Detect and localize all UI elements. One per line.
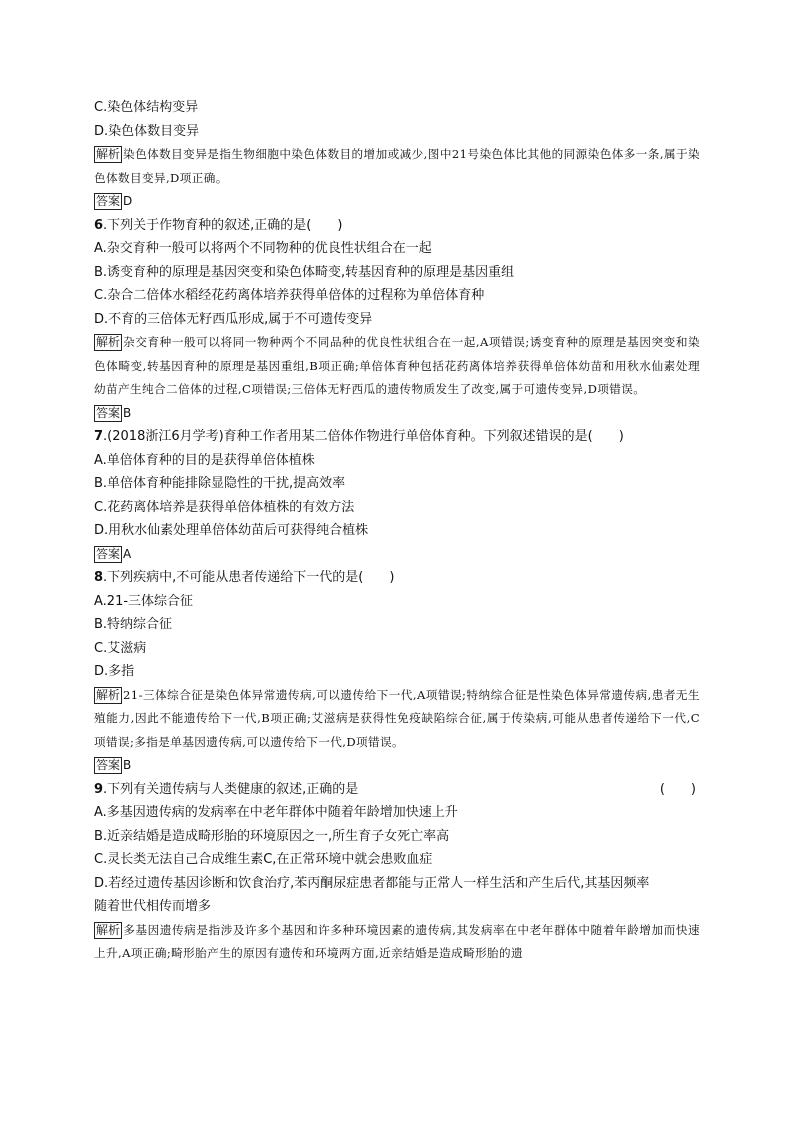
q6-stem (94, 214, 700, 238)
q6-option-b: B.诱变育种的原理是基因突变和染色体畸变,转基因育种的原理是基因重组 (94, 264, 515, 280)
q7-option-d: D.用秋水仙素处理单倍体幼苗后可获得纯合植株 (94, 523, 369, 538)
worksheet-page (94, 96, 700, 966)
q7-option-c: C.花药离体培养是获得单倍体植株的有效方法 (94, 499, 355, 515)
answer-tag: 答案 (96, 194, 121, 208)
q9-option-c: C.灵长类无法自己合成维生素C,在正常环境中就会患败血症 (94, 852, 433, 867)
q6-analysis (94, 331, 700, 402)
q7-stem-text: .(2018浙江6月学考)育种工作者用某二倍体作物进行单倍体育种。下列叙述错误的是( ) (103, 429, 624, 444)
q7-answer (94, 543, 700, 567)
q6-number: 6 (94, 217, 104, 233)
q5-analysis (94, 143, 700, 190)
q5-option-c: C.染色体结构变异 (94, 100, 199, 115)
q7-option-a: A.单倍体育种的目的是获得单倍体植株 (94, 452, 315, 468)
q9-option-d-line1: D.若经过遗传基因诊断和饮食治疗,苯丙酮尿症患者都能与正常人一样生活和产生后代,其基因频率 (94, 875, 650, 891)
q8-answer (94, 754, 700, 778)
answer-tag: 答案 (96, 405, 121, 420)
analysis-tag: 解析 (96, 335, 121, 349)
q8-number: 8 (94, 570, 104, 585)
q9-stem (94, 778, 700, 802)
q9-option-a: A.多基因遗传病的发病率在中老年群体中随着年龄增加快速上升 (94, 805, 458, 820)
q8-answer-value: B (123, 758, 132, 772)
q5-option-d: D.染色体数目变异 (94, 123, 200, 139)
q7-answer-value: A (123, 546, 132, 561)
q6-answer (94, 402, 700, 426)
q5-answer-value: D (123, 194, 133, 208)
q6-option-d: D.不育的三倍体无籽西瓜形成,属于不可遗传变异 (94, 311, 373, 327)
q9-number: 9 (94, 781, 104, 797)
q8-analysis-text: 21-三体综合征是染色体异常遗传病,可以遗传给下一代,A项错误;特纳综合征是性染色体异常遗传病,患者无生殖能力,因此不能遗传给下一代,B项正确;艾滋病是获得性免疫缺陷综合征,属于传染病,可能从患者传递给下一代,C项错误;多指是单基因遗传病,可以遗传给下一代,D项错误。 (94, 687, 700, 749)
answer-tag: 答案 (96, 546, 121, 561)
q9-option-d-line2: 随着世代相传而增多 (94, 899, 212, 914)
q6-stem-text: .下列关于作物育种的叙述,正确的是( ) (103, 217, 343, 233)
q8-option-c: C.艾滋病 (94, 640, 147, 656)
q9-analysis-text: 多基因遗传病是指涉及许多个基因和许多种环境因素的遗传病,其发病率在中老年群体中随着年龄增加而快速上升,A项正确;畸形胎产生的原因有遗传和环境两方面,近亲结婚是造成畸形胎的遗 (94, 922, 700, 960)
q5-answer (94, 190, 700, 214)
q8-option-b: B.特纳综合征 (94, 617, 173, 632)
q9-stem-wrap (94, 778, 358, 802)
q6-option-c: C.杂合二倍体水稻经花药离体培养获得单倍体的过程称为单倍体育种 (94, 288, 485, 303)
q5-analysis-text: 染色体数目变异是指生物细胞中染色体数目的增加或减少,图中21号染色体比其他的同源染色体多一条,属于染色体数目变异,D项正确。 (94, 147, 700, 185)
q9-answer-blank: ( ) (659, 781, 696, 797)
answer-tag: 答案 (96, 758, 121, 772)
q7-stem (94, 425, 700, 449)
q8-option-d: D.多指 (94, 664, 135, 679)
q8-stem-text: .下列疾病中,不可能从患者传递给下一代的是( ) (103, 570, 395, 585)
q8-stem (94, 566, 700, 590)
q7-number: 7 (94, 429, 104, 444)
q7-option-b: B.单倍体育种能排除显隐性的干扰,提高效率 (94, 476, 346, 491)
analysis-tag: 解析 (96, 147, 121, 161)
analysis-tag: 解析 (96, 922, 121, 937)
q9-option-b: B.近亲结婚是造成畸形胎的环境原因之一,所生育子女死亡率高 (94, 828, 450, 844)
analysis-tag: 解析 (96, 687, 121, 702)
q8-analysis (94, 684, 700, 755)
q6-answer-value: B (123, 405, 132, 420)
q9-analysis (94, 919, 700, 966)
q9-stem-text: .下列有关遗传病与人类健康的叙述,正确的是 (103, 781, 359, 797)
q6-option-a: A.杂交育种一般可以将两个不同物种的优良性状组合在一起 (94, 241, 432, 256)
q8-option-a: A.21-三体综合征 (94, 593, 194, 609)
q6-analysis-text: 杂交育种一般可以将同一物种两个不同品种的优良性状组合在一起,A项错误;诱变育种的原理是基因突变和染色体畸变,转基因育种的原理是基因重组,B项正确;单倍体育种包括花药离体培养获得单倍体幼苗和用秋水仙素处理幼苗产生纯合二倍体的过程,C项错误;三倍体无籽西瓜的遗传物质发生了改变,属于可遗传变异,D项错误。 (94, 335, 700, 396)
